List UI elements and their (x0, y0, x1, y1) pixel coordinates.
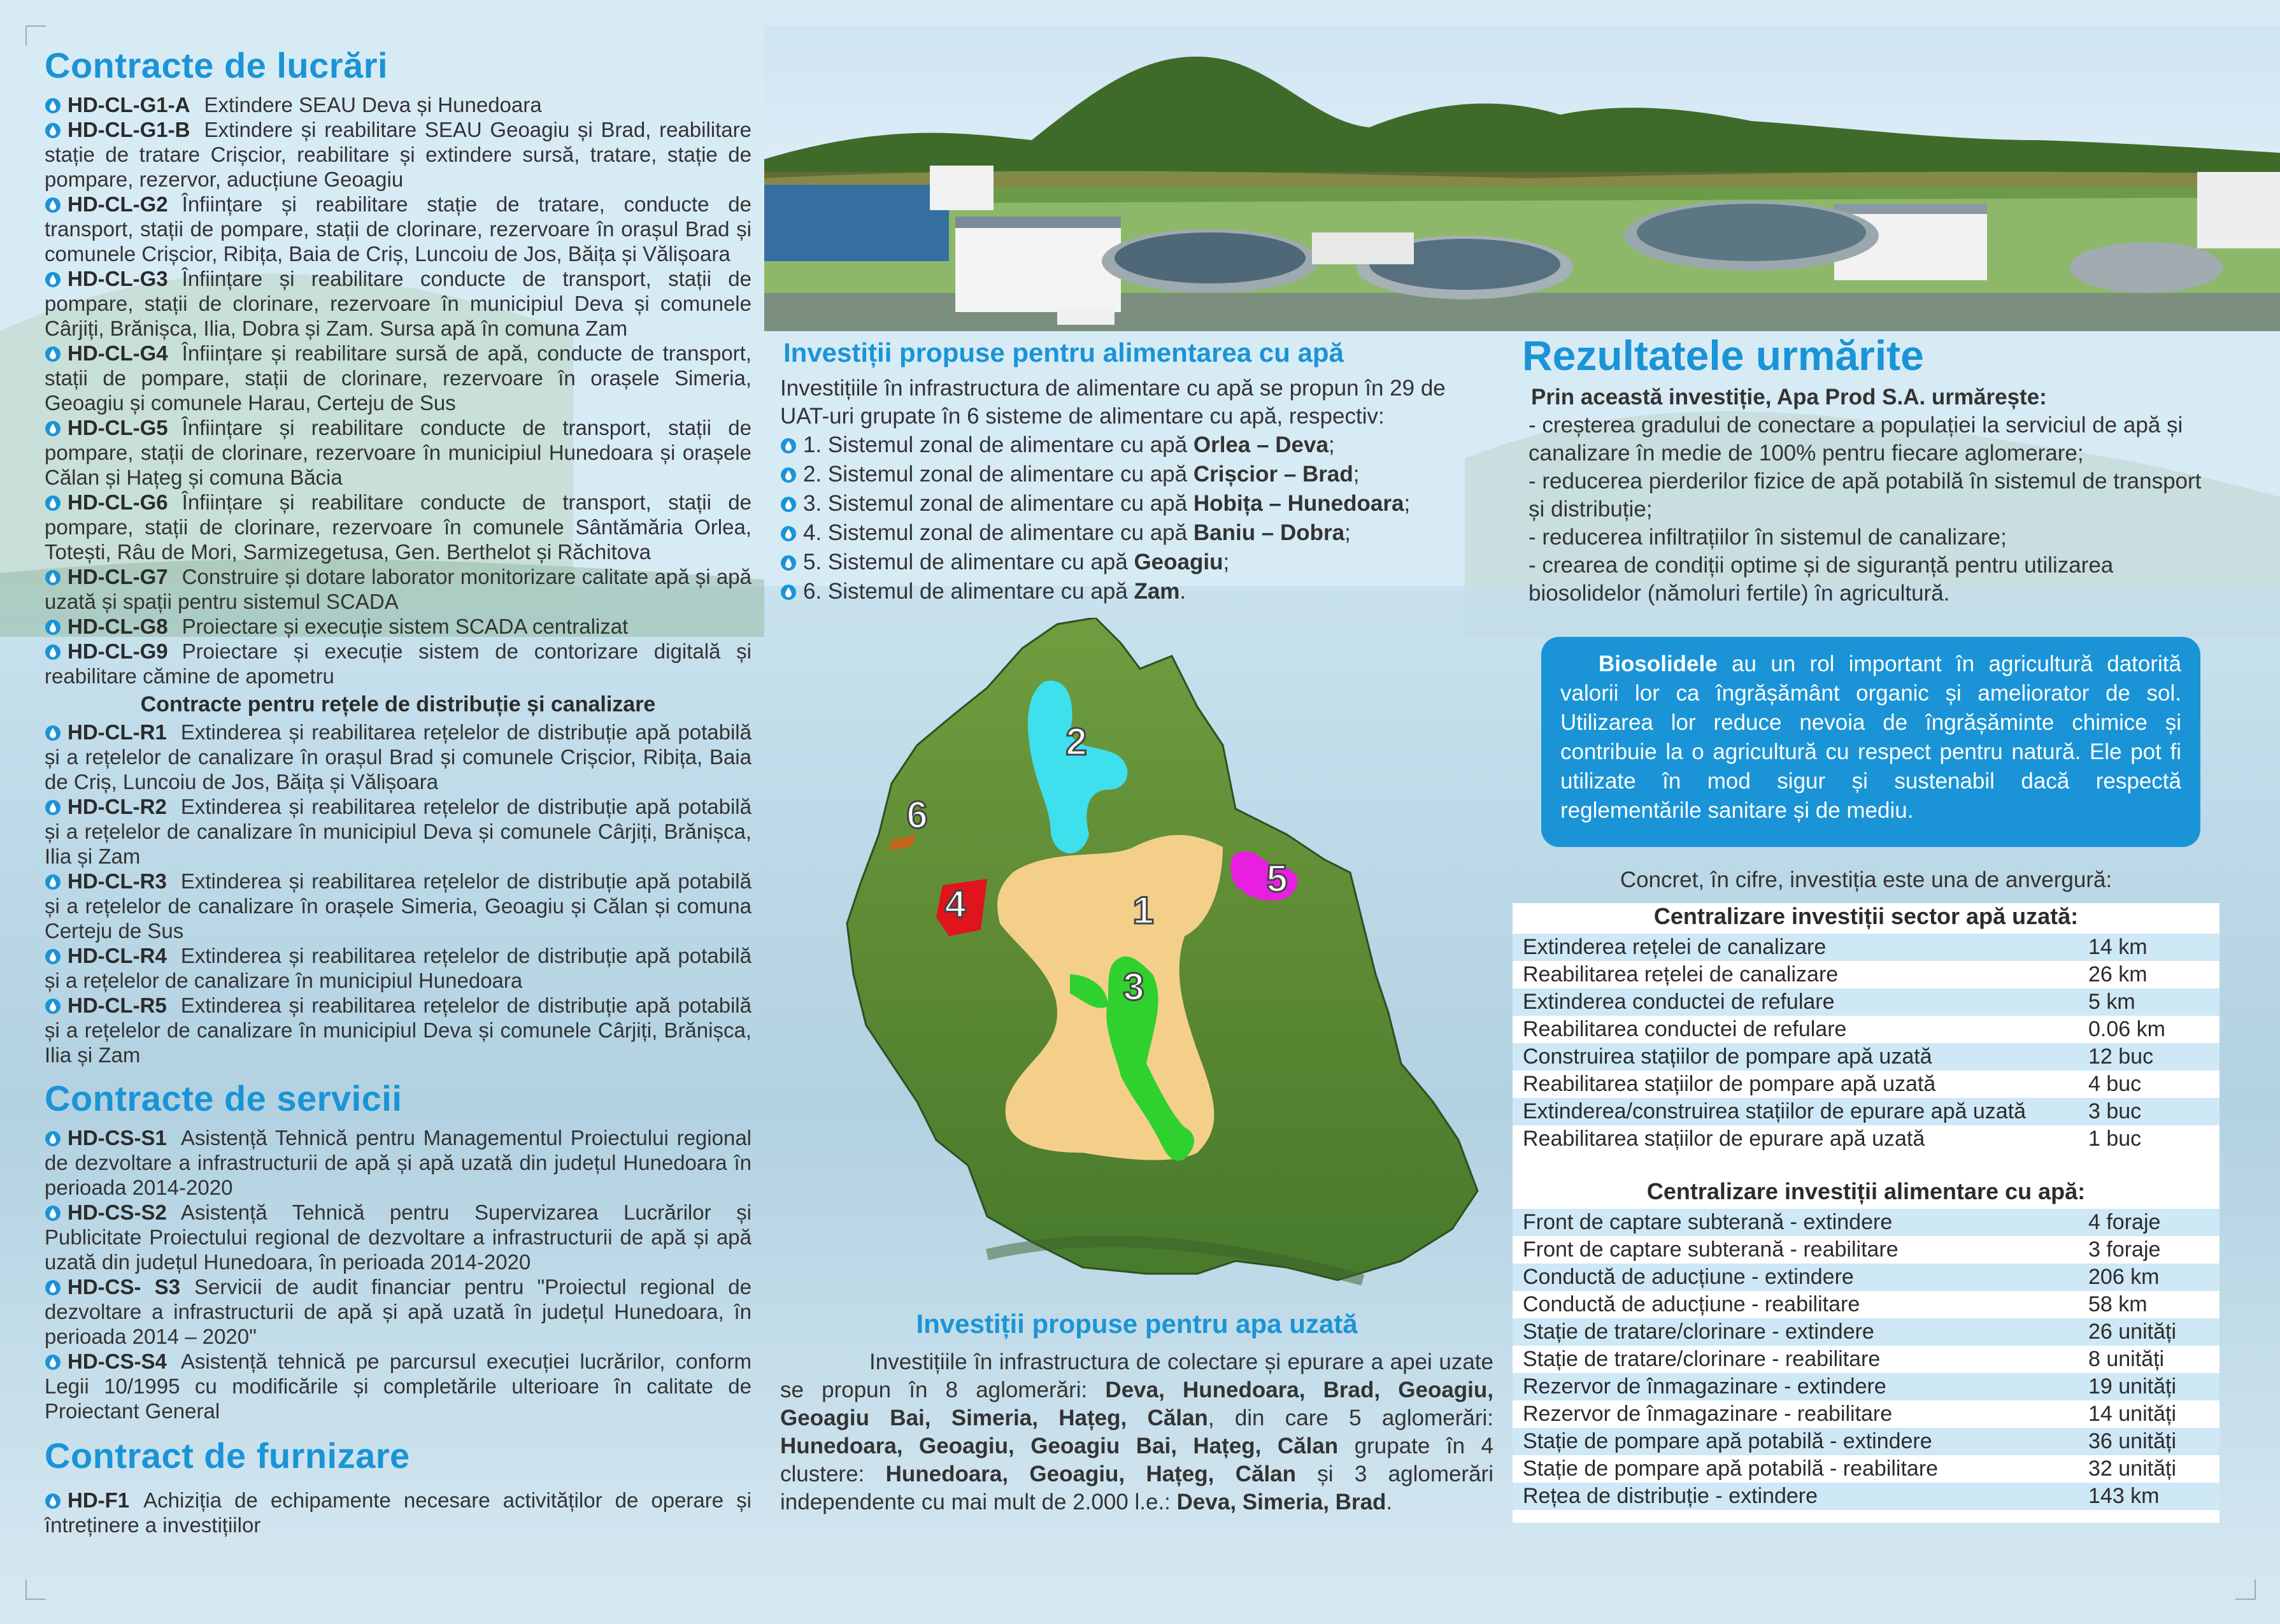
contract-item (45, 341, 752, 415)
systems-list (780, 431, 1493, 606)
map-label-4: 4 (944, 883, 966, 925)
contract-text: Construire și dotare laborator monitorizare calitate apă și apă uzată și spații pentru sistemul SCADA (45, 565, 752, 613)
row-label: Extinderea/construirea stațiilor de epurare apă uzată (1513, 1098, 2078, 1125)
system-prefix: 5. Sistemul de alimentare cu apă (803, 550, 1134, 574)
system-name: Orlea – Deva (1193, 432, 1329, 457)
system-item (780, 460, 1493, 489)
tables-area (1513, 866, 2219, 1523)
row-label: Rețea de distribuție - extindere (1513, 1483, 2078, 1510)
row-value: 4 foraje (2078, 1209, 2219, 1236)
uzata-text-2: , din care 5 aglomerări: (1208, 1406, 1493, 1430)
contract-item (45, 1349, 752, 1423)
contract-item (45, 1125, 752, 1200)
table-row (1513, 1291, 2219, 1318)
uzata-text-5: . (1386, 1490, 1393, 1514)
contract-item (45, 564, 752, 614)
row-label: Rezervor de înmagazinare - extindere (1513, 1373, 2078, 1400)
uzata-text-4: și 3 aglomerări independente cu mai mult de 2.000 l.e.: (780, 1462, 1493, 1514)
rezultat-item: - creșterea gradului de conectare a populației la serviciul de apă și canalizare în medie de 100% pentru fiecare aglomerare; (1528, 413, 2183, 466)
system-suffix: ; (1328, 432, 1335, 457)
water-drop-icon (45, 1354, 61, 1371)
row-label: Stație de tratare/clorinare - extindere (1513, 1318, 2078, 1346)
uzata-text-1: Investițiile în infrastructura de colectare și epurare a apei uzate se propun în 8 aglomerări: (780, 1350, 1493, 1402)
system-item (780, 489, 1493, 518)
contract-item (45, 614, 752, 639)
right-column (1522, 331, 2210, 608)
treatment-plant-photo (764, 25, 2280, 331)
contract-text: Înființare și reabilitare conducte de transport, stații de pompare, stații de clorinare, rezervoare în comunele Sântămăria Orlea, Totești, Râu de Mori, Sarmizegetusa, Gen. Berthelot și Răchitova (45, 490, 752, 564)
row-value: 58 km (2078, 1291, 2219, 1318)
contract-text: Înființare și reabilitare stație de tratare, conducte de transport, stații de pompare, stații de clorinare, rezervoare în orașul Brad și comunele Crișcior, Ribița, Baia de Criș, Luncoiu de Jos, Băița și Vălișoara (45, 192, 752, 266)
table-row (1513, 1125, 2219, 1153)
rezultate-list (1522, 411, 2210, 608)
map-label-6: 6 (906, 794, 928, 836)
water-drop-icon (780, 496, 797, 513)
row-label: Conductă de aducțiune - reabilitare (1513, 1291, 2078, 1318)
contract-code: HD-CS- S3 (68, 1275, 180, 1299)
concret-line: Concret, în cifre, investiția este una de anvergură: (1620, 867, 2113, 892)
water-drop-icon (45, 271, 61, 288)
biosolide-text: au un rol important în agricultură datorită valorii lor ca îngrășământ organic și ameliorator de sol. Utilizarea lor reduce nevoia de îngrășăminte chimice și contribuie la o agricultură cu respect pentru natură. Ele pot fi utilizate în mod sigur și sustenabil dacă respectă reglementările sanitare și de mediu. (1560, 652, 2181, 823)
system-name: Zam (1134, 579, 1180, 604)
system-suffix: ; (1344, 520, 1351, 545)
water-drop-icon (45, 799, 61, 816)
contract-code: HD-CL-G4 (68, 341, 168, 365)
retele-list (45, 720, 752, 1067)
contract-item (45, 869, 752, 943)
contract-text: Extindere SEAU Deva și Hunedoara (204, 93, 542, 117)
system-item (780, 431, 1493, 460)
contract-text: Proiectare și execuție sistem SCADA centralizat (182, 615, 629, 638)
contract-code: HD-CL-G3 (68, 267, 168, 290)
system-prefix: 4. Sistemul zonal de alimentare cu apă (803, 520, 1193, 545)
water-drop-icon (780, 525, 797, 542)
water-drop-icon (45, 1279, 61, 1296)
contract-item (45, 92, 752, 117)
water-drop-icon (45, 644, 61, 660)
water-drop-icon (45, 97, 61, 114)
uzata-bold-1: Deva, Hunedoara, Brad, Geoagiu, Geoagiu Bai, Simeria, Hațeg, Călan (780, 1378, 1494, 1430)
table1-title: Centralizare investiții sector apă uzată: (1653, 903, 2079, 929)
uzata-bold-4: Deva, Simeria, Brad (1176, 1490, 1386, 1514)
table2-title: Centralizare investiții alimentare cu apă: (1646, 1178, 2086, 1204)
contract-code: HD-CL-R4 (68, 944, 167, 967)
water-drop-icon (45, 197, 61, 213)
row-value: 14 km (2078, 934, 2219, 961)
system-name: Geoagiu (1134, 550, 1223, 574)
row-label: Reabilitarea rețelei de canalizare (1513, 961, 2078, 988)
system-suffix: ; (1353, 462, 1360, 487)
map-label-3: 3 (1123, 965, 1144, 1008)
contract-code: HD-CL-G1-B (68, 118, 190, 141)
contract-code: HD-CL-G9 (68, 639, 168, 663)
apa-title: Investiții propuse pentru alimentarea cu apă (783, 338, 1344, 367)
water-drop-icon (45, 1130, 61, 1147)
contract-text: Înființare și reabilitare conducte de transport, stații de pompare, stații de clorinare, rezervoare în municipiul Deva și comunele Cârjiți, Brănișca, Ilia, Dobra și Zam. Sursa apă în comuna Zam (45, 267, 752, 340)
system-name: Baniu – Dobra (1193, 520, 1345, 545)
contract-item (45, 192, 752, 266)
row-value: 4 buc (2078, 1071, 2219, 1098)
uzata-paragraph (780, 1348, 1493, 1516)
biosolide-box (1541, 637, 2200, 847)
system-name: Crișcior – Brad (1193, 462, 1353, 487)
water-drop-icon (45, 725, 61, 741)
contract-text: Servicii de audit financiar pentru "Proiectul regional de dezvoltare a infrastructurii de apă și apă uzată în județul Hunedoara, în perioada 2014 – 2020" (45, 1275, 752, 1348)
table-row (1513, 1318, 2219, 1346)
row-label: Front de captare subterană - extindere (1513, 1209, 2078, 1236)
contract-text: Extinderea și reabilitarea rețelelor de distribuție apă potabilă și a rețelelor de canalizare în municipiul Deva și comunele Cârjiți, Brănișca, Ilia și Zam (45, 795, 752, 868)
system-suffix: ; (1404, 491, 1411, 516)
system-prefix: 3. Sistemul zonal de alimentare cu apă (803, 491, 1193, 516)
system-prefix: 2. Sistemul zonal de alimentare cu apă (803, 462, 1193, 487)
retele-subtitle: Contracte pentru rețele de distribuție și canalizare (140, 692, 656, 716)
system-suffix: ; (1223, 550, 1230, 574)
contract-text: Înființare și reabilitare conducte de transport, stații de pompare, stații de clorinare, rezervoare în municipiul Hunedoara și orașele Călan și Hațeg și comuna Băcia (45, 416, 752, 489)
contract-item (45, 720, 752, 794)
row-value: 0.06 km (2078, 1016, 2219, 1043)
row-value: 36 unități (2078, 1428, 2219, 1455)
water-drop-icon (45, 1493, 61, 1509)
contract-text: Asistență Tehnică pentru Managementul Proiectului regional de dezvoltare a infrastructurii de apă și apă uzată din județul Hunedoara în perioada 2014-2020 (45, 1126, 752, 1199)
table-alimentare-apa (1513, 1209, 2219, 1510)
contract-item (45, 1488, 752, 1537)
contract-code: HD-CL-G7 (68, 565, 168, 588)
row-label: Reabilitarea stațiilor de epurare apă uzată (1513, 1125, 2078, 1153)
contract-code: HD-CL-R1 (68, 720, 167, 744)
contract-code: HD-CL-G5 (68, 416, 168, 439)
servicii-title: Contracte de servicii (45, 1078, 403, 1118)
contract-text: Asistență Tehnică pentru Supervizarea Lucrărilor și Publicitate Proiectului regional de dezvoltare a infrastructurii de apă și apă uzată din județul Hunedoara, în perioada 2014-2020 (45, 1200, 752, 1274)
water-drop-icon (45, 619, 61, 636)
map-label-1: 1 (1132, 889, 1154, 932)
row-value: 8 unități (2078, 1346, 2219, 1373)
rezultat-item: - crearea de condiții optime și de siguranță pentru utilizarea biosolidelor (nămoluri fertile) în agricultură. (1528, 553, 2114, 606)
table-row (1513, 1455, 2219, 1483)
row-value: 19 unități (2078, 1373, 2219, 1400)
contract-code: HD-CS-S2 (68, 1200, 167, 1224)
table-row (1513, 1043, 2219, 1071)
system-item (780, 518, 1493, 548)
rezultat-item: - reducerea pierderilor fizice de apă potabilă în sistemul de transport și distribuție; (1528, 469, 2202, 522)
water-drop-icon (45, 495, 61, 511)
table-row (1513, 1098, 2219, 1125)
contract-code: HD-CL-R3 (68, 869, 167, 893)
table-row (1513, 1236, 2219, 1264)
crop-mark-br (2235, 1579, 2256, 1600)
water-drop-icon (780, 467, 797, 483)
contract-text: Extinderea și reabilitarea rețelelor de distribuție apă potabilă și a rețelelor de canalizare în municipiul Deva și comunele Cârjiți, Brănișca, Ilia și Zam (45, 994, 752, 1067)
uzata-text-3: grupate în 4 clustere: (780, 1434, 1493, 1486)
map-label-5: 5 (1266, 857, 1288, 900)
contract-code: HD-CL-G2 (68, 192, 168, 216)
contract-code: HD-CL-R5 (68, 994, 167, 1017)
table-row (1513, 1209, 2219, 1236)
system-suffix: . (1179, 579, 1186, 604)
table-row (1513, 1400, 2219, 1428)
water-drop-icon (45, 569, 61, 586)
contract-item (45, 993, 752, 1067)
row-value: 206 km (2078, 1264, 2219, 1291)
system-item (780, 577, 1493, 606)
water-drop-icon (45, 948, 61, 965)
uzata-bold-2: Hunedoara, Geoagiu, Geoagiu Bai, Hațeg, Călan (780, 1434, 1339, 1458)
system-name: Hobița – Hunedoara (1193, 491, 1404, 516)
water-drop-icon (45, 1205, 61, 1222)
furnizare-list (45, 1488, 752, 1537)
contract-text: Proiectare și execuție sistem de contorizare digitală și reabilitare cămine de apometru (45, 639, 752, 688)
row-value: 3 foraje (2078, 1236, 2219, 1264)
contract-item (45, 1274, 752, 1349)
contract-text: Asistență tehnică pe parcursul execuției lucrărilor, conform Legii 10/1995 cu modificările și completările ulterioare în calitate de Proiectant General (45, 1350, 752, 1423)
biosolide-bold: Biosolidele (1599, 652, 1718, 676)
row-value: 32 unități (2078, 1455, 2219, 1483)
map-label-2: 2 (1065, 720, 1087, 763)
apa-intro: Investițiile în infrastructura de alimentare cu apă se propun în 29 de UAT-uri grupate în 6 sisteme de alimentare cu apă, respectiv: (780, 376, 1446, 429)
contract-text: Extinderea și reabilitarea rețelelor de distribuție apă potabilă și a rețelelor de canalizare în municipiul Hunedoara (45, 944, 752, 992)
crop-mark-bl (25, 1579, 46, 1600)
uzata-title: Investiții propuse pentru apa uzată (916, 1309, 1358, 1339)
water-drop-icon (45, 122, 61, 139)
table-row (1513, 1016, 2219, 1043)
row-label: Stație de tratare/clorinare - reabilitare (1513, 1346, 2078, 1373)
row-value: 26 unități (2078, 1318, 2219, 1346)
water-drop-icon (45, 346, 61, 362)
water-drop-icon (45, 998, 61, 1015)
table-row (1513, 1346, 2219, 1373)
contract-item (45, 639, 752, 688)
contract-code: HD-CL-G1-A (68, 93, 190, 117)
table-row (1513, 988, 2219, 1016)
system-prefix: 6. Sistemul de alimentare cu apă (803, 579, 1134, 604)
contract-code: HD-CS-S1 (68, 1126, 167, 1150)
contract-text: Înființare și reabilitare sursă de apă, conducte de transport, stații de pompare, stații de clorinare, rezervoare în orașele Simeria, Geoagiu și comunele Harau, Certeju de Sus (45, 341, 752, 415)
contract-item (45, 943, 752, 993)
row-label: Reabilitarea stațiilor de pompare apă uzată (1513, 1071, 2078, 1098)
water-drop-icon (45, 874, 61, 890)
contract-text: Extinderea și reabilitarea rețelelor de distribuție apă potabilă și a rețelelor de canalizare în orașele Simeria, Geoagiu și Călan și comuna Certeju de Sus (45, 869, 752, 943)
table-row (1513, 1373, 2219, 1400)
contract-item (45, 415, 752, 490)
row-value: 143 km (2078, 1483, 2219, 1510)
table-row (1513, 1264, 2219, 1291)
contract-item (45, 117, 752, 192)
contract-item (45, 490, 752, 564)
table-row (1513, 961, 2219, 988)
crop-mark-tl (25, 25, 46, 46)
contract-text: Extinderea și reabilitarea rețelelor de distribuție apă potabilă și a rețelelor de canalizare în orașul Brad și comunele Crișcior, Ribița, Baia de Criș, Luncoiu de Jos, Băița și Vălișoara (45, 720, 752, 794)
row-value: 3 buc (2078, 1098, 2219, 1125)
contract-code: HD-CL-R2 (68, 795, 167, 818)
table-row (1513, 1071, 2219, 1098)
rezultat-item: - reducerea infiltrațiilor în sistemul de canalizare; (1528, 525, 2007, 550)
row-label: Construirea stațiilor de pompare apă uzată (1513, 1043, 2078, 1071)
row-label: Stație de pompare apă potabilă - reabilitare (1513, 1455, 2078, 1483)
system-item (780, 548, 1493, 577)
row-label: Conductă de aducțiune - extindere (1513, 1264, 2078, 1291)
row-value: 12 buc (2078, 1043, 2219, 1071)
row-label: Reabilitarea conductei de refulare (1513, 1016, 2078, 1043)
row-value: 1 buc (2078, 1125, 2219, 1153)
contract-item (45, 266, 752, 341)
row-label: Stație de pompare apă potabilă - extindere (1513, 1428, 2078, 1455)
uzata-section (780, 1309, 1493, 1516)
contract-code: HD-CL-G6 (68, 490, 168, 514)
row-label: Extinderea conductei de refulare (1513, 988, 2078, 1016)
contract-text: Extindere și reabilitare SEAU Geoagiu și Brad, reabilitare stație de tratare Crișcior, reabilitare și extindere sursă, tratare, stație de pompare, rezervor, aducțiune Geoagiu (45, 118, 752, 191)
row-value: 26 km (2078, 961, 2219, 988)
hunedoara-county-map (841, 618, 1490, 1286)
middle-column (780, 338, 1493, 606)
contract-code: HD-CS-S4 (68, 1350, 167, 1373)
system-prefix: 1. Sistemul zonal de alimentare cu apă (803, 432, 1193, 457)
contract-item (45, 794, 752, 869)
water-drop-icon (780, 555, 797, 571)
table-apa-uzata (1513, 934, 2219, 1153)
table-row (1513, 934, 2219, 961)
lucrari-list (45, 92, 752, 688)
furnizare-title: Contract de furnizare (45, 1435, 410, 1476)
uzata-bold-3: Hunedoara, Geoagiu, Hațeg, Călan (885, 1462, 1297, 1486)
row-label: Rezervor de înmagazinare - reabilitare (1513, 1400, 2078, 1428)
left-column (45, 45, 752, 1537)
servicii-list (45, 1125, 752, 1423)
table-row (1513, 1483, 2219, 1510)
contract-text: Achiziția de echipamente necesare activităților de operare și întreținere a investițiilor (45, 1488, 752, 1537)
row-value: 5 km (2078, 988, 2219, 1016)
rezultate-lead: Prin această investiție, Apa Prod S.A. urmărește: (1531, 385, 2047, 410)
water-drop-icon (780, 584, 797, 601)
row-value: 14 unități (2078, 1400, 2219, 1428)
water-drop-icon (780, 438, 797, 454)
lucrari-title: Contracte de lucrări (45, 45, 388, 85)
contract-item (45, 1200, 752, 1274)
water-drop-icon (45, 420, 61, 437)
rezultate-title: Rezultatele urmărite (1522, 332, 1924, 379)
contract-code: HD-F1 (68, 1488, 130, 1512)
table-row (1513, 1428, 2219, 1455)
contract-code: HD-CL-G8 (68, 615, 168, 638)
row-label: Front de captare subterană - reabilitare (1513, 1236, 2078, 1264)
row-label: Extinderea rețelei de canalizare (1513, 934, 2078, 961)
